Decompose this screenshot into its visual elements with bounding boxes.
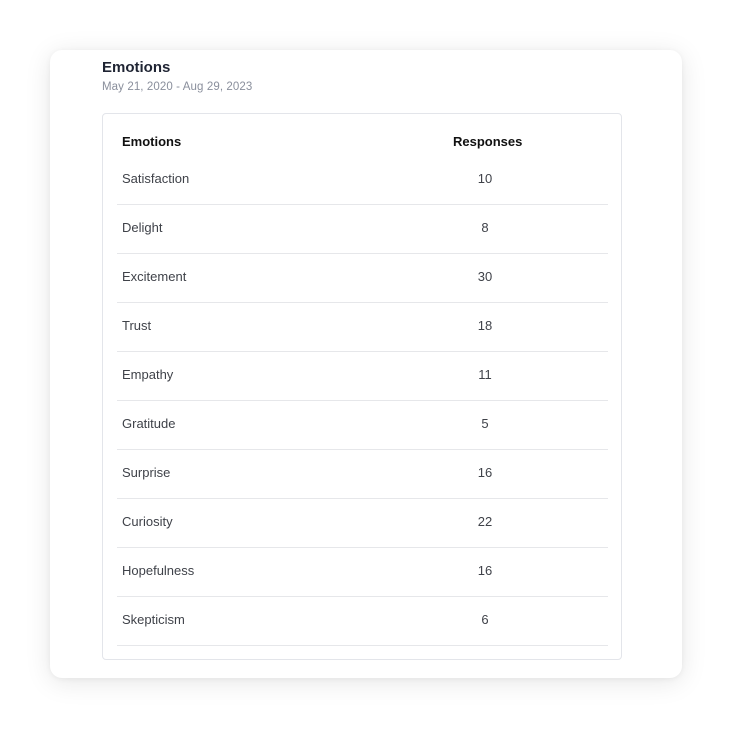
table-row <box>117 303 608 352</box>
emotion-cell: Gratitude <box>122 416 176 431</box>
table-row <box>117 352 608 401</box>
emotion-cell: Trust <box>122 318 152 333</box>
emotion-cell: Hopefulness <box>122 563 195 578</box>
responses-cell: 6 <box>481 612 489 627</box>
emotions-table <box>102 113 622 660</box>
table-row <box>117 254 608 303</box>
table-row <box>117 156 608 205</box>
table-header <box>103 132 621 152</box>
column-header-emotions: Emotions <box>122 134 182 149</box>
emotions-card <box>50 50 682 678</box>
column-header-responses: Responses <box>453 134 523 149</box>
responses-cell: 11 <box>478 367 492 382</box>
responses-cell: 30 <box>477 269 493 284</box>
responses-cell: 16 <box>477 465 493 480</box>
table-body <box>117 156 608 646</box>
table-row <box>117 499 608 548</box>
responses-cell: 16 <box>477 563 493 578</box>
card-title: Emotions <box>102 59 171 76</box>
emotion-cell: Excitement <box>122 269 187 284</box>
emotion-cell: Curiosity <box>122 514 173 529</box>
table-row <box>117 205 608 254</box>
responses-cell: 5 <box>481 416 489 431</box>
table-row <box>117 450 608 499</box>
table-row <box>117 548 608 597</box>
table-row <box>117 401 608 450</box>
responses-cell: 8 <box>481 220 489 235</box>
responses-cell: 18 <box>477 318 493 333</box>
emotion-cell: Surprise <box>122 465 171 480</box>
table-row <box>117 597 608 646</box>
date-range: May 21, 2020 - Aug 29, 2023 <box>102 81 253 93</box>
emotion-cell: Empathy <box>122 367 174 382</box>
responses-cell: 10 <box>477 171 493 186</box>
emotion-cell: Delight <box>122 220 163 235</box>
responses-cell: 22 <box>477 514 493 529</box>
emotion-cell: Skepticism <box>122 612 185 627</box>
emotion-cell: Satisfaction <box>122 171 190 186</box>
